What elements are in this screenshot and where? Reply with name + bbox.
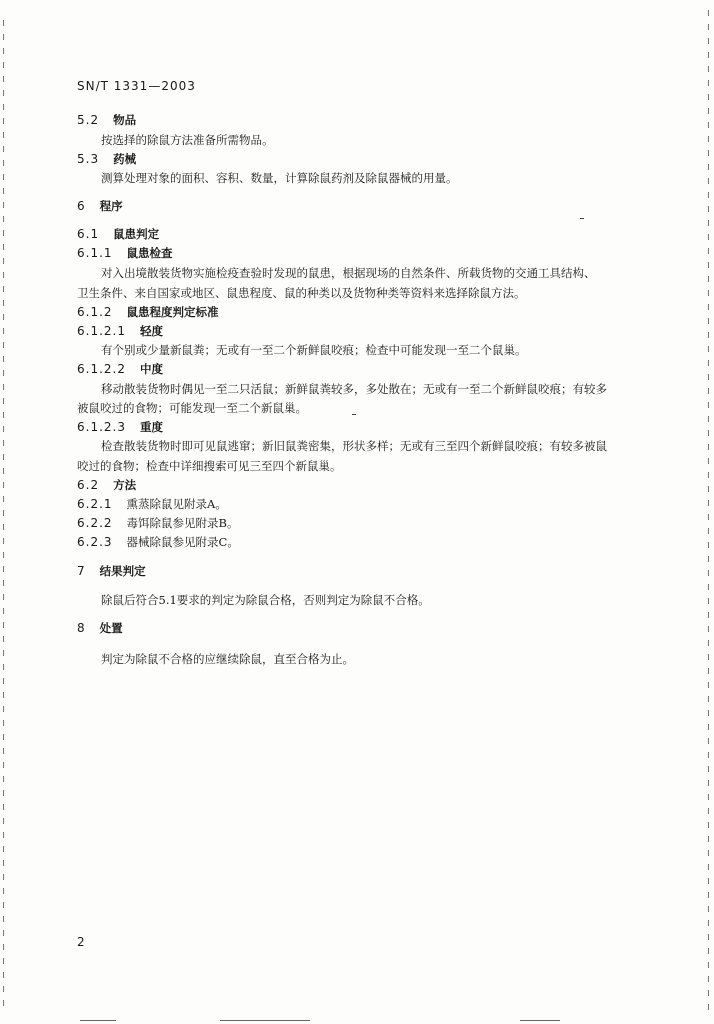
scan-edge-bottom	[80, 1020, 116, 1021]
section-title: 结果判定	[99, 564, 146, 578]
section-6-1-2-2-heading	[77, 361, 163, 377]
section-number: 7	[77, 564, 86, 578]
section-7-heading	[77, 563, 146, 579]
section-6-1-2-3-heading	[77, 419, 163, 435]
section-6-1-1-text-line-1: 对入出境散装货物实施检疫查验时发现的鼠患，根据现场的自然条件、所载货物的交通工具结构、	[101, 266, 596, 280]
section-text: 器械除鼠参见附录C。	[126, 535, 239, 549]
section-6-1-1-heading	[77, 245, 173, 261]
section-title: 程序	[99, 199, 123, 213]
section-8-heading	[77, 620, 123, 636]
section-5-3-text: 测算处理对象的面积、容积、数量，计算除鼠药剂及除鼠器械的用量。	[101, 171, 458, 185]
section-6-1-2-2-text-line-2: 被鼠咬过的食物；可能发现一至二个新鼠巢。	[77, 401, 307, 415]
section-title: 重度	[139, 420, 163, 434]
section-title: 方法	[113, 478, 137, 492]
section-number: 6.1.2.3	[77, 420, 126, 434]
section-number: 6.2.1	[77, 497, 113, 511]
section-number: 6.1.2.2	[77, 362, 126, 376]
section-title: 鼠患程度判定标准	[126, 305, 219, 319]
section-number: 8	[77, 621, 86, 635]
section-title: 物品	[113, 113, 137, 127]
section-6-1-2-3-text-line-1: 检查散装货物时即可见鼠逃窜；新旧鼠粪密集，形状多样；无或有三至四个新鲜鼠咬痕；有较多被鼠	[101, 439, 607, 453]
section-number: 6.2.2	[77, 516, 113, 530]
section-6-heading	[77, 198, 123, 214]
section-6-2-heading	[77, 477, 136, 493]
scan-edge-left	[3, 20, 4, 1010]
section-number: 6.1	[77, 227, 100, 241]
section-number: 6.1.2.1	[77, 324, 126, 338]
section-text: 熏蒸除鼠见附录A。	[126, 497, 227, 511]
section-title: 处置	[99, 621, 123, 635]
section-title: 药械	[113, 152, 137, 166]
section-text: 毒饵除鼠参见附录B。	[126, 516, 239, 530]
section-6-1-2-heading	[77, 304, 219, 320]
section-8-text: 判定为除鼠不合格的应继续除鼠，直至合格为止。	[101, 652, 354, 666]
scan-edge-bottom	[220, 1020, 310, 1021]
section-6-1-heading	[77, 226, 159, 242]
section-5-3-heading	[77, 151, 136, 167]
section-6-1-1-text-line-2: 卫生条件、来自国家或地区、鼠患程度、鼠的种类以及货物种类等资料来选择除鼠方法。	[77, 286, 526, 300]
section-7-text: 除鼠后符合5.1要求的判定为除鼠合格，否则判定为除鼠不合格。	[101, 593, 430, 607]
scan-speck	[352, 414, 356, 415]
section-title: 鼠患检查	[126, 246, 173, 260]
section-number: 6.1.2	[77, 305, 113, 319]
section-6-2-1	[77, 496, 227, 512]
section-6-1-2-3-text-line-2: 咬过的食物；检查中详细搜索可见三至四个新鼠巢。	[77, 459, 342, 473]
section-5-2-heading	[77, 112, 136, 128]
section-6-1-2-1-heading	[77, 323, 163, 339]
section-title: 鼠患判定	[113, 227, 160, 241]
section-6-1-2-1-text: 有个别或少量新鼠粪；无或有一至二个新鲜鼠咬痕；检查中可能发现一至二个鼠巢。	[101, 343, 527, 357]
section-number: 6	[77, 199, 86, 213]
scan-speck	[580, 218, 584, 219]
section-number: 6.2.3	[77, 535, 113, 549]
standard-code: SN/T 1331—2003	[77, 79, 196, 93]
section-6-1-2-2-text-line-1: 移动散装货物时偶见一至二只活鼠；新鲜鼠粪较多，多处散在；无或有一至二个新鲜鼠咬痕；有较多	[101, 382, 607, 396]
section-6-2-2	[77, 515, 239, 531]
section-title: 轻度	[139, 324, 163, 338]
section-6-2-3	[77, 534, 239, 550]
scan-edge-right	[708, 10, 709, 1010]
scan-edge-bottom	[520, 1020, 560, 1021]
section-5-2-text: 按选择的除鼠方法准备所需物品。	[101, 133, 274, 147]
section-number: 5.3	[77, 152, 100, 166]
page-number: 2	[77, 935, 86, 949]
section-number: 5.2	[77, 113, 100, 127]
section-title: 中度	[139, 362, 163, 376]
section-number: 6.1.1	[77, 246, 113, 260]
section-number: 6.2	[77, 478, 100, 492]
